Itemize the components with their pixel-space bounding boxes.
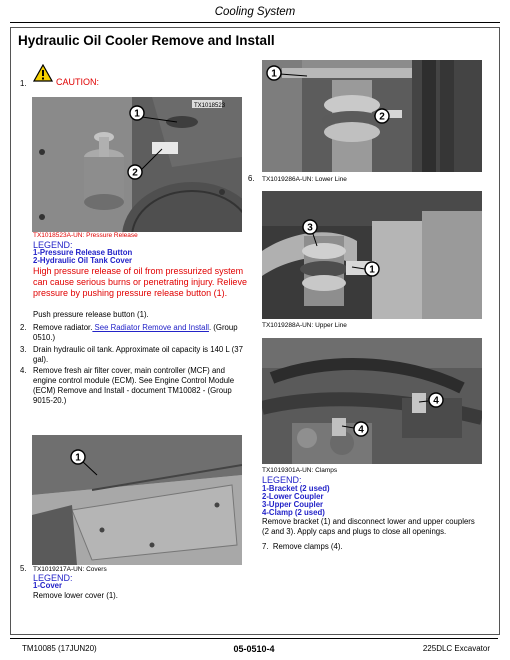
callout-1: 1 (134, 108, 140, 120)
step-6-number: 6. (248, 174, 255, 183)
legend-6-item-2: 2-Lower Coupler (262, 492, 324, 501)
caption-lower-line: TX1019286A-UN: Lower Line (262, 176, 347, 183)
step-5-action: Remove lower cover (1). (33, 591, 118, 600)
callout-cover-1: 1 (75, 452, 81, 464)
legend-title-1: LEGEND: (33, 240, 73, 250)
photo-upper-line (262, 191, 482, 319)
step-1-number: 1. (20, 79, 27, 88)
caption-upper-line: TX1019288A-UN: Upper Line (262, 322, 347, 329)
step-6-action: Remove bracket (1) and disconnect lower and upper couplers (2 and 3). Apply caps and plugs to close all openings. (262, 517, 475, 536)
legend-1-item-1: 1-Pressure Release Button (33, 248, 133, 257)
legend-6-item-4: 4-Clamp (2 used) (262, 508, 325, 517)
legend-5-item-1: 1-Cover (33, 581, 63, 590)
step-7-text: 7. Remove clamps (4). (262, 542, 343, 551)
header-rule (10, 22, 500, 23)
callout-bracket-1: 1 (271, 68, 277, 80)
photo-tag: TX1018523 (194, 103, 226, 109)
step-4-text: Remove fresh air filter cover, main controller (MCF) and engine control module (ECM). See Engine Control Module (ECM) Remove and Install - document TM10082 - (Group 9015-20.) (33, 366, 235, 405)
photo-lower-line (262, 60, 482, 172)
legend-title-5: LEGEND: (33, 573, 73, 583)
step-4-number: 4. (20, 366, 27, 375)
footer-document: TM10085 (17JUN20) (22, 644, 97, 653)
legend-1-item-2: 2-Hydraulic Oil Tank Cover (33, 256, 133, 265)
callout-clamp-4b: 4 (358, 424, 364, 436)
step-3-number: 3. (20, 345, 27, 354)
caution-label: CAUTION: (56, 77, 100, 87)
footer-page-number: 05-0510-4 (233, 644, 275, 654)
legend-6-item-3: 3-Upper Coupler (262, 500, 324, 509)
footer-model: 225DLC Excavator (422, 644, 490, 653)
radiator-procedure-link[interactable]: See Radiator Remove and Install (92, 323, 209, 332)
photo-covers (32, 435, 242, 565)
caption-pressure-release: TX1018523A-UN: Pressure Release (33, 232, 138, 239)
warning-text: High pressure release of oil from pressurized system can cause serious burns or penetrating injury. Relieve pressure by pushing pressure release button (1). (33, 266, 247, 298)
footer-rule (10, 638, 498, 639)
section-title: Cooling System (214, 6, 296, 18)
photo-pressure-release (32, 97, 242, 232)
step-2-text: Remove radiator. See Radiator Remove and Install. (Group 0510.) (33, 323, 238, 342)
legend-6-item-1: 1-Bracket (2 used) (262, 484, 330, 493)
caption-clamps: TX1019301A-UN: Clamps (262, 467, 338, 474)
photo-clamps (262, 338, 482, 464)
page-title: Hydraulic Oil Cooler Remove and Install (18, 33, 275, 48)
callout-2: 2 (132, 167, 138, 179)
callout-clamp-4a: 4 (433, 395, 439, 407)
step-2-number: 2. (20, 323, 27, 332)
step-5-number: 5. (20, 564, 27, 573)
step-1-action: Push pressure release button (1). (33, 310, 149, 319)
step-3-text: Drain hydraulic oil tank. Approximate oil capacity is 140 L (37 gal). (33, 345, 243, 364)
warning-triangle-icon (33, 64, 53, 82)
caption-covers: TX1019217A-UN: Covers (33, 566, 107, 573)
legend-title-6: LEGEND: (262, 475, 302, 485)
page-header (0, 6, 510, 22)
callout-upper-coupler-3: 3 (307, 222, 313, 234)
callout-lower-coupler-2: 2 (379, 111, 385, 123)
callout-bracket-1b: 1 (369, 264, 375, 276)
